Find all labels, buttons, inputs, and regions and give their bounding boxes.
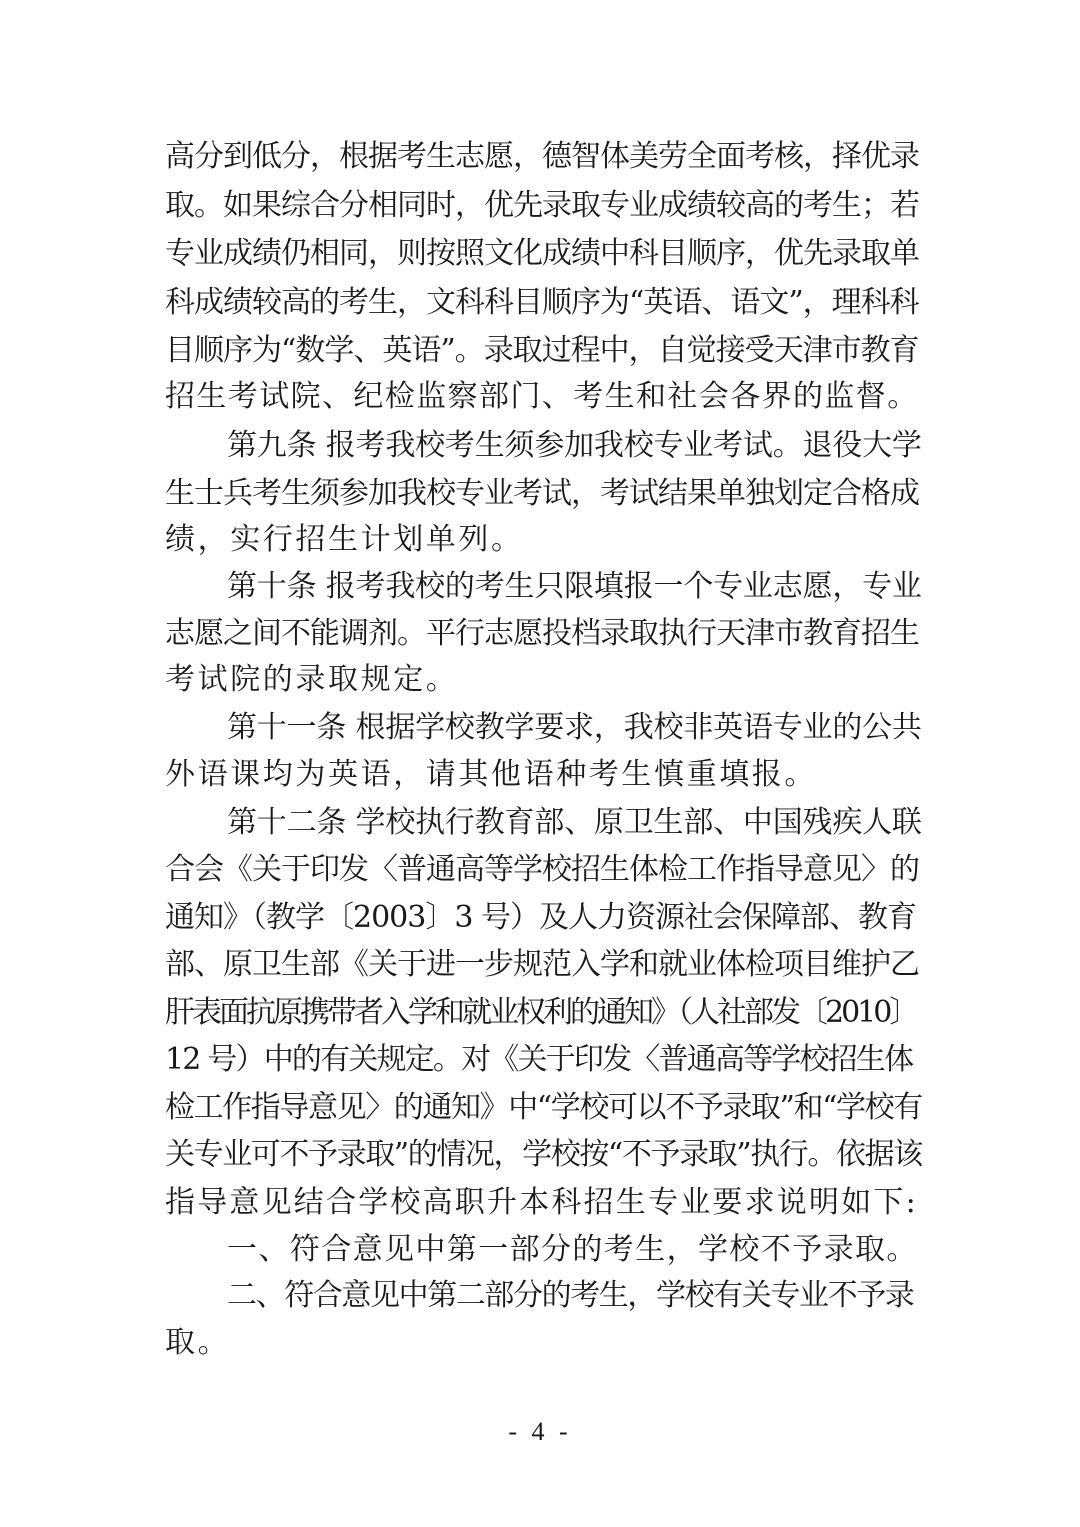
list-item-one: 一、符合意见中第一部分的考生，学校不予录取。 bbox=[227, 1232, 918, 1267]
body-text-line: 生士兵考生须参加我校专业考试，考试结果单独划定合格成 bbox=[165, 476, 919, 511]
body-text-line: 科成绩较高的考生，文科科目顺序为“英语、语文”，理科科 bbox=[165, 285, 919, 320]
body-text-line: 检工作指导意见〉的通知》中“学校可以不予录取”和“学校有 bbox=[165, 1090, 922, 1125]
body-text-line: 肝表面抗原携带者入学和就业权利的通知》（人社部发〔2010〕 bbox=[165, 995, 917, 1030]
body-text-line: 专业成绩仍相同，则按照文化成绩中科目顺序，优先录取单 bbox=[165, 236, 919, 271]
body-text-line: 考试院的录取规定。 bbox=[165, 662, 459, 697]
body-text-line: 志愿之间不能调剂。平行志愿投档录取执行天津市教育招生 bbox=[165, 616, 919, 651]
page-number: - 4 - bbox=[508, 1417, 572, 1446]
article-12-heading-line: 第十二条 学校执行教育部、原卫生部、中国残疾人联 bbox=[227, 805, 922, 840]
body-text-line: 绩，实行招生计划单列。 bbox=[165, 522, 524, 557]
body-text-line: 12 号）中的有关规定。对《关于印发〈普通高等学校招生体 bbox=[165, 1042, 913, 1077]
article-9-heading-line: 第九条 报考我校考生须参加我校专业考试。退役大学 bbox=[227, 428, 922, 463]
body-text-line: 通知》（教学〔2003〕3 号）及人力资源社会保障部、教育 bbox=[165, 900, 916, 935]
body-text-line: 高分到低分，根据考生志愿，德智体美劳全面考核，择优录 bbox=[165, 139, 919, 174]
body-text-line: 指导意见结合学校高职升本科招生专业要求说明如下: bbox=[165, 1185, 918, 1220]
body-text-line: 外语课均为英语，请其他语种考生慎重填报。 bbox=[165, 757, 817, 792]
body-text-line: 目顺序为“数学、英语”。录取过程中，自觉接受天津市教育 bbox=[165, 333, 919, 368]
article-10-heading-line: 第十条 报考我校的考生只限填报一个专业志愿，专业 bbox=[227, 569, 922, 604]
article-11-heading-line: 第十一条 根据学校教学要求，我校非英语专业的公共 bbox=[227, 710, 922, 745]
body-text-line: 取。如果综合分相同时，优先录取专业成绩较高的考生；若 bbox=[165, 188, 919, 223]
body-text-line: 合会《关于印发〈普通高等学校招生体检工作指导意见〉的 bbox=[165, 852, 919, 887]
body-text-line: 关专业可不予录取”的情况，学校按“不予录取”执行。依据该 bbox=[165, 1137, 922, 1172]
body-text-line: 招生考试院、纪检监察部门、考生和社会各界的监督。 bbox=[165, 379, 919, 414]
body-text-line: 部、原卫生部《关于进一步规范入学和就业体检项目维护乙 bbox=[165, 947, 919, 982]
body-text-line: 取。 bbox=[165, 1325, 231, 1360]
list-item-two: 二、符合意见中第二部分的考生，学校有关专业不予录 bbox=[227, 1278, 914, 1313]
